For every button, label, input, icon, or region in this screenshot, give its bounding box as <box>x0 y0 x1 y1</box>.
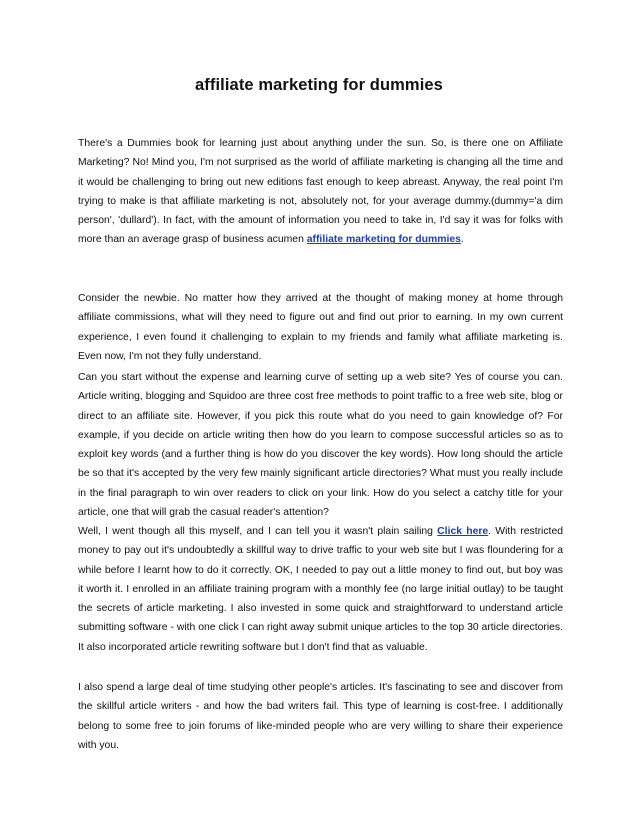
paragraph-newbie: Consider the newbie. No matter how they arrived at the thought of making money at home through affiliate commissions, what will they need to figure out and find out prior to earning. In my own current experience, I even found it challenging to explain to my friends and family what affiliate marketing is. Even now, I'm not they fully understand. <box>78 293 563 362</box>
paragraph-experience-text-before: Well, I went though all this myself, and I can tell you it wasn't plain sailing <box>78 526 438 537</box>
paragraph-experience-text-after: . With restricted money to pay out it's undoubtedly a skillful way to drive traffic to your web site but I was floundering for a while before I learnt how to do it correctly. OK, I needed to pay out a little money to find out, but boy was it worth it. I enrolled in an affiliate training program with a monthly fee (no large initial outlay) to be taught the secrets of article marketing. I also invested in some quick and straightforward to understand article submitting software - with one click I can right away submit unique articles to the top 30 article directories. It also incorporated article rewriting software but I don't find that as valuable. <box>78 526 563 653</box>
click-here-link[interactable]: Click here <box>437 526 489 537</box>
paragraph-intro-text-before: There's a Dummies book for learning just about anything under the sun. So, is there one on Affiliate Marketing? No! Mind you, I'm not surprised as the world of affiliate marketing is changing all the time and it would be challenging to bring out new editions fast enough to keep abreast. Anyway, the real point I'm trying to make is that affiliate marketing is not, absolutely not, for your average dummy.(dummy='a dim person', 'dullard'). In fact, with the amount of information you need to take in, I'd say it was for folks with more than an average grasp of business acumen <box>78 138 563 246</box>
page-title: affiliate marketing for dummies <box>195 76 443 94</box>
affiliate-marketing-link[interactable]: affiliate marketing for dummies <box>306 234 461 246</box>
paragraph-intro <box>78 134 563 250</box>
paragraph-studying: I also spend a large deal of time studying other people's articles. It's fascinating to see and discover from the skillful article writers - and how the bad writers fail. This type of learning is cost-free. I additionally belong to some free to join forums of like-minded people who are very willing to share their experience with you. <box>78 682 563 751</box>
paragraph-intro-text-after: . <box>460 234 464 246</box>
paragraph-experience <box>78 522 563 657</box>
paragraph-website: Can you start without the expense and learning curve of setting up a web site? Yes of course you can. Article writing, blogging and Squidoo are three cost free methods to point traffic to a free web site, blog or direct to an affiliate site. However, if you pick this route what do you need to gain knowledge of? For example, if you decide on article writing then how do you learn to compose successful articles so as to exploit key words (and a further thing is how do you discover the key words). How long should the article be so that it's accepted by the very few mainly significant article directories? What must you really include in the final paragraph to win over readers to click on your link. How do you select a catchy title for your article, one that will grab the casual reader's attention? <box>78 372 563 519</box>
